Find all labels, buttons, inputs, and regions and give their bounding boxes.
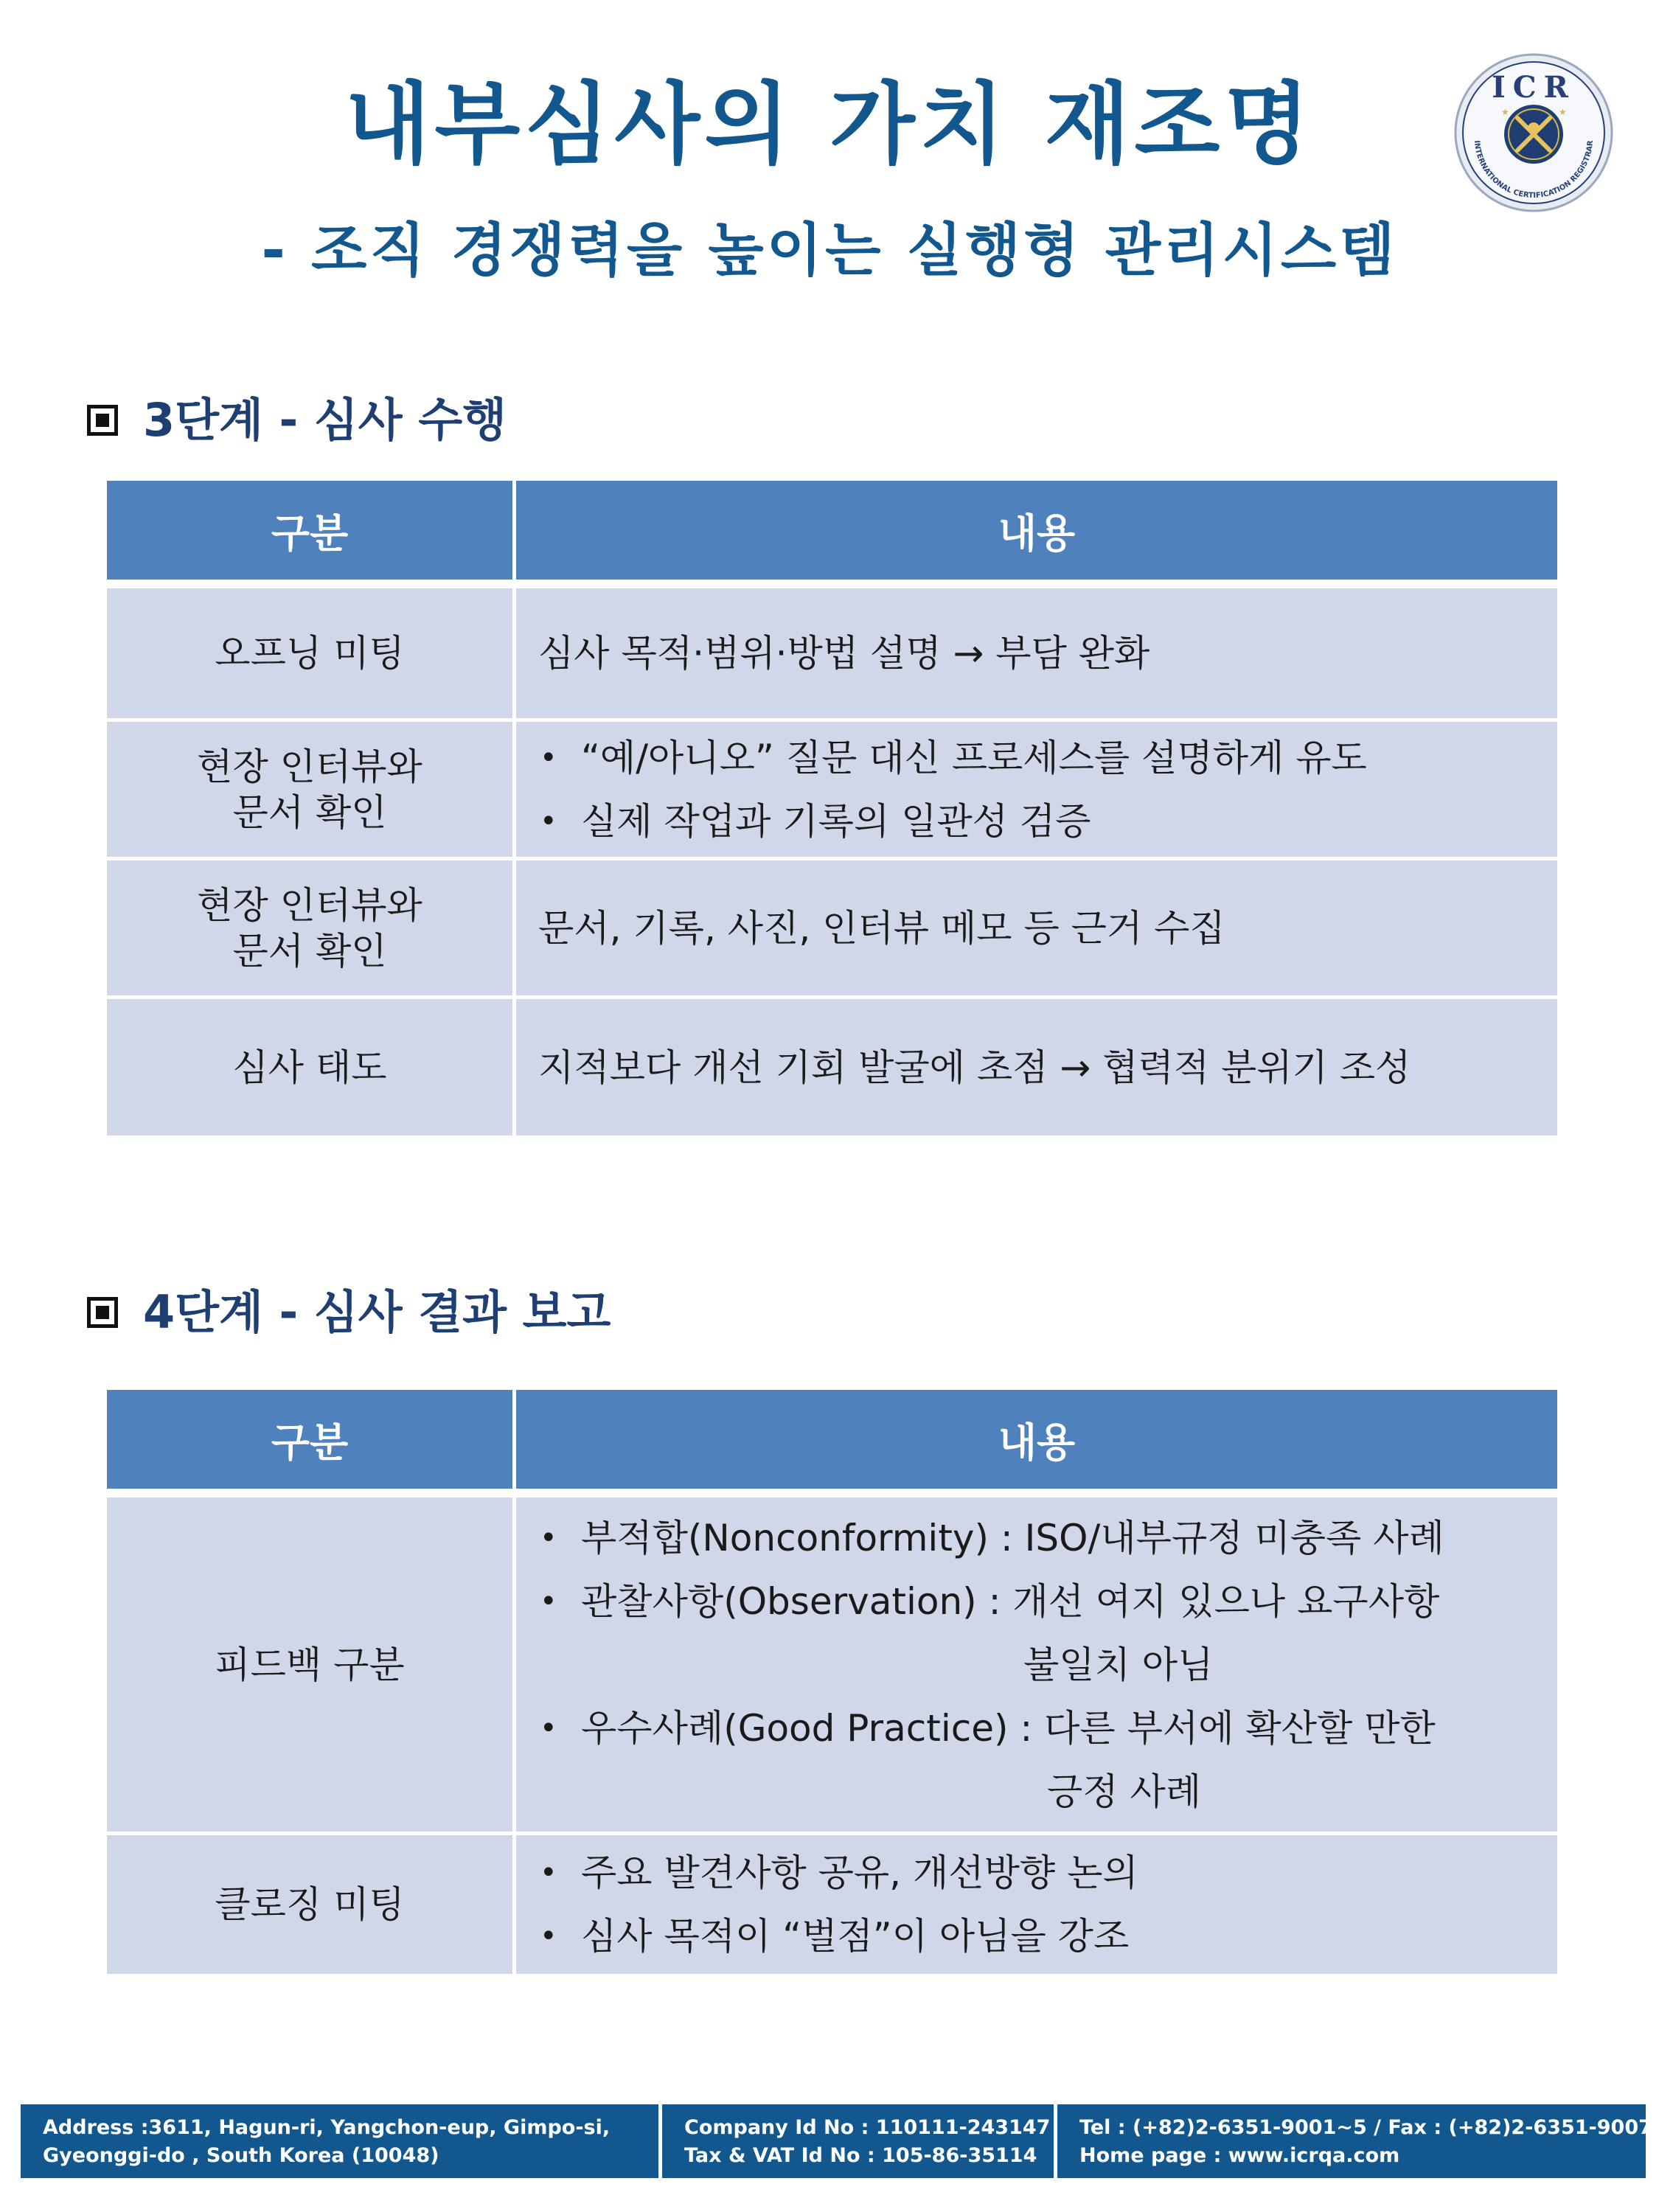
row-category: 피드백 구분 bbox=[107, 1498, 516, 1835]
row-content: 심사 목적·범위·방법 설명 → 부담 완화 bbox=[516, 588, 1557, 722]
list-item: • 부적합(Nonconformity) : ISO/내부규정 미충족 사례 bbox=[538, 1506, 1535, 1570]
page-title: 내부심사의 가치 재조명 bbox=[344, 74, 1315, 176]
square-bullet-icon bbox=[87, 1297, 118, 1328]
list-item: • 심사 목적이 “벌점”이 아님을 강조 bbox=[538, 1905, 1535, 1968]
row-category: 클로징 미팅 bbox=[107, 1835, 516, 1974]
svg-text:★: ★ bbox=[1559, 107, 1567, 117]
column-header-content: 내용 bbox=[516, 481, 1557, 588]
row-content bbox=[516, 1835, 1557, 1974]
table-header-row bbox=[107, 1390, 1557, 1498]
column-header-content: 내용 bbox=[516, 1390, 1557, 1498]
table-row bbox=[107, 722, 1557, 860]
list-item: • 우수사례(Good Practice) : 다른 부서에 확산할 만한 긍정 사례 bbox=[538, 1697, 1535, 1823]
table-row bbox=[107, 1835, 1557, 1974]
column-header-category: 구분 bbox=[107, 481, 516, 588]
section-heading-step4: 4단계 - 심사 결과 보고 bbox=[87, 1283, 611, 1342]
row-content: 문서, 기록, 사진, 인터뷰 메모 등 근거 수집 bbox=[516, 860, 1557, 999]
svg-text:INTERNATIONAL CERTIFICATION RE: INTERNATIONAL CERTIFICATION REGISTRAR bbox=[1472, 139, 1596, 201]
row-content bbox=[516, 1498, 1557, 1835]
footer-bar bbox=[21, 2104, 1652, 2178]
section-heading-step3: 3단계 - 심사 수행 bbox=[87, 391, 507, 450]
icr-logo bbox=[1453, 52, 1615, 214]
row-category: 현장 인터뷰와 문서 확인 bbox=[107, 860, 516, 999]
footer-contact: Tel : (+82)2-6351-9001~5 / Fax : (+82)2-6351-9007 Home page : www.icrqa.com bbox=[1057, 2104, 1646, 2178]
svg-text:ICR: ICR bbox=[1492, 70, 1576, 105]
table-row bbox=[107, 999, 1557, 1135]
homepage-link[interactable]: Home page : www.icrqa.com bbox=[1079, 2144, 1400, 2167]
list-item: • 주요 발견사항 공유, 개선방향 논의 bbox=[538, 1841, 1535, 1905]
step4-table bbox=[107, 1390, 1557, 1974]
table-header-row bbox=[107, 481, 1557, 588]
square-bullet-icon bbox=[87, 405, 118, 436]
row-content: 지적보다 개선 기회 발굴에 초점 → 협력적 분위기 조성 bbox=[516, 999, 1557, 1135]
footer-company-ids: Company Id No : 110111-243147 Tax & VAT Id No : 105-86-35114 bbox=[662, 2104, 1057, 2178]
row-category: 심사 태도 bbox=[107, 999, 516, 1135]
step3-table bbox=[107, 481, 1557, 1135]
row-content bbox=[516, 722, 1557, 860]
table-row bbox=[107, 588, 1557, 722]
table-row bbox=[107, 860, 1557, 999]
list-item: • “예/아니오” 질문 대신 프로세스를 설명하게 유도 bbox=[538, 726, 1535, 790]
page-subtitle: - 조직 경쟁력을 높이는 실행형 관리시스템 bbox=[261, 218, 1398, 284]
column-header-category: 구분 bbox=[107, 1390, 516, 1498]
list-item: • 실제 작업과 기록의 일관성 검증 bbox=[538, 790, 1535, 853]
list-item: • 관찰사항(Observation) : 개선 여지 있으나 요구사항 불일치 아님 bbox=[538, 1570, 1535, 1697]
row-category: 오프닝 미팅 bbox=[107, 588, 516, 722]
footer-address: Address :3611, Hagun-ri, Yangchon-eup, Gimpo-si, Gyeonggi-do , South Korea (10048) bbox=[21, 2104, 662, 2178]
table-row bbox=[107, 1498, 1557, 1835]
row-category: 현장 인터뷰와 문서 확인 bbox=[107, 722, 516, 860]
svg-text:★: ★ bbox=[1501, 107, 1509, 117]
